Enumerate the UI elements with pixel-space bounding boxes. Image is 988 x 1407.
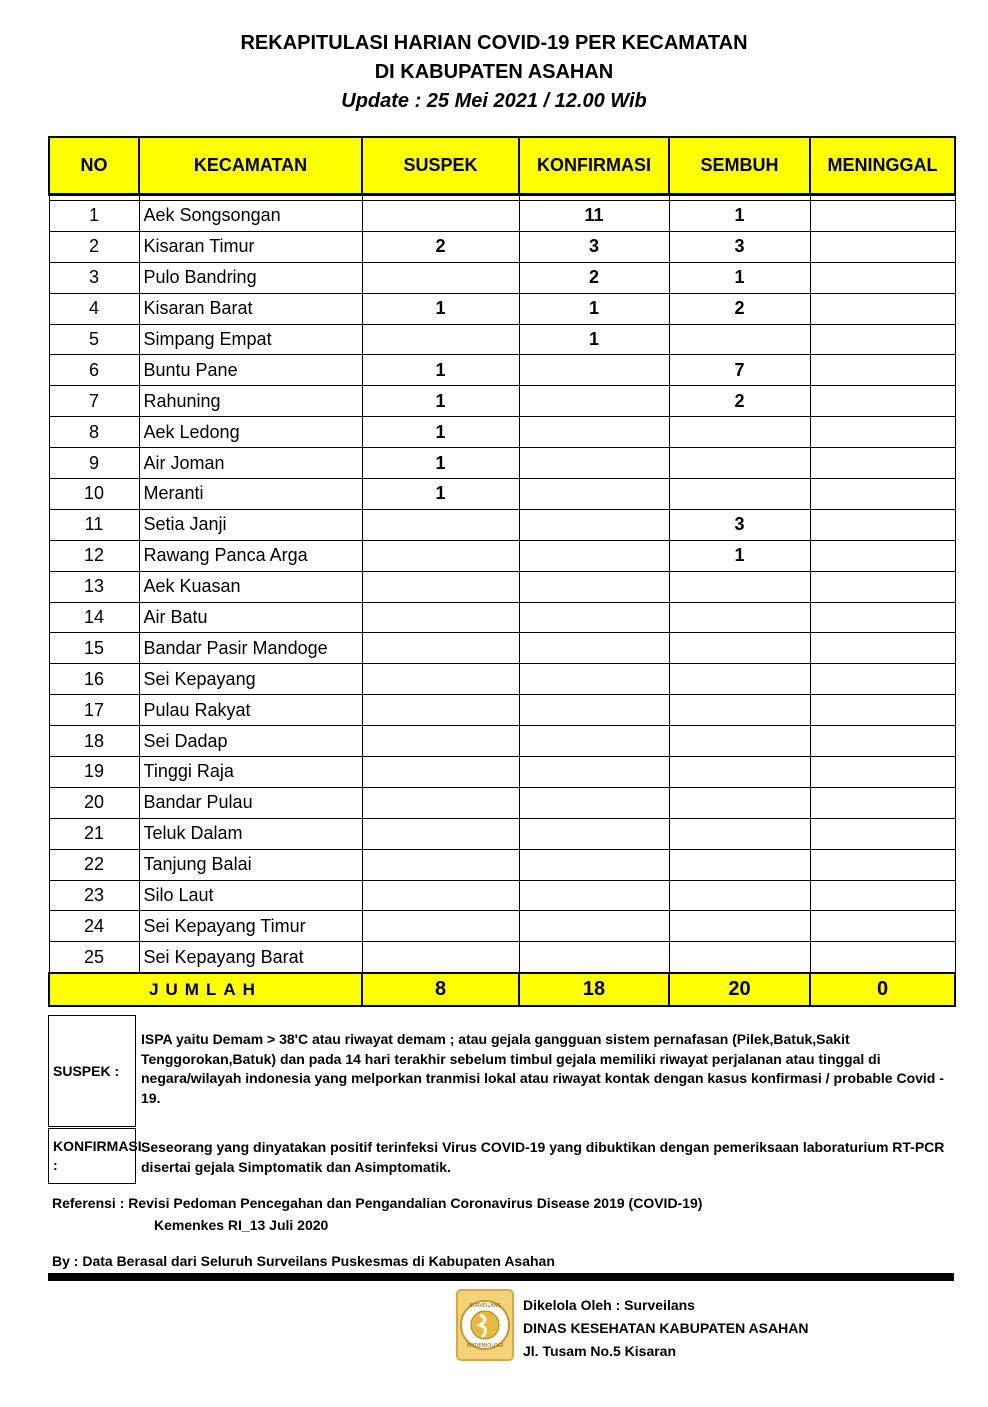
covid-recap-table xyxy=(48,136,956,1007)
table-row xyxy=(49,726,955,757)
row-suspek xyxy=(362,726,519,757)
row-suspek: 1 xyxy=(362,417,519,448)
definition-konfirmasi-text: Seseorang yang dinyatakan positif terinfeksi Virus COVID-19 yang dibuktikan dengan pemeriksaan laboraturium RT-PCR disertai gejala Simptomatik dan Asimptomatik. xyxy=(141,1139,945,1175)
row-meninggal xyxy=(810,479,955,510)
row-suspek xyxy=(362,540,519,571)
row-kecamatan: Kisaran Barat xyxy=(139,293,362,324)
row-konfirmasi: 2 xyxy=(519,262,669,293)
row-meninggal xyxy=(810,231,955,262)
row-kecamatan: Teluk Dalam xyxy=(139,818,362,849)
row-kecamatan: Simpang Empat xyxy=(139,324,362,355)
row-meninggal xyxy=(810,942,955,973)
managed-by: Dikelola Oleh : Surveilans xyxy=(523,1297,695,1313)
row-kecamatan: Tanjung Balai xyxy=(139,849,362,880)
row-no: 23 xyxy=(49,880,139,911)
table-row xyxy=(49,201,955,232)
row-no: 8 xyxy=(49,417,139,448)
total-sembuh: 20 xyxy=(669,973,810,1006)
row-no: 2 xyxy=(49,231,139,262)
row-suspek xyxy=(362,262,519,293)
row-sembuh xyxy=(669,571,810,602)
row-meninggal xyxy=(810,633,955,664)
row-no: 24 xyxy=(49,911,139,942)
row-no: 11 xyxy=(49,509,139,540)
row-konfirmasi xyxy=(519,448,669,479)
update-timestamp: Update : 25 Mei 2021 / 12.00 Wib xyxy=(341,90,647,112)
row-konfirmasi: 11 xyxy=(519,201,669,232)
row-sembuh xyxy=(669,448,810,479)
row-konfirmasi: 3 xyxy=(519,231,669,262)
row-sembuh xyxy=(669,633,810,664)
row-kecamatan: Tinggi Raja xyxy=(139,757,362,788)
row-no: 4 xyxy=(49,293,139,324)
row-sembuh: 2 xyxy=(669,386,810,417)
table-row xyxy=(49,571,955,602)
row-suspek xyxy=(362,602,519,633)
row-sembuh xyxy=(669,479,810,510)
total-konfirmasi: 18 xyxy=(519,973,669,1006)
row-kecamatan: Kisaran Timur xyxy=(139,231,362,262)
row-meninggal xyxy=(810,417,955,448)
row-meninggal xyxy=(810,757,955,788)
row-suspek xyxy=(362,664,519,695)
row-sembuh: 1 xyxy=(669,262,810,293)
row-no: 25 xyxy=(49,942,139,973)
row-sembuh xyxy=(669,911,810,942)
row-kecamatan: Sei Kepayang Timur xyxy=(139,911,362,942)
logo-text-top: SURVEILANS xyxy=(469,1303,501,1309)
row-suspek xyxy=(362,201,519,232)
row-no: 9 xyxy=(49,448,139,479)
table-row xyxy=(49,849,955,880)
table-header-row xyxy=(49,137,955,195)
row-kecamatan: Rawang Panca Arga xyxy=(139,540,362,571)
row-suspek: 1 xyxy=(362,386,519,417)
row-kecamatan: Rahuning xyxy=(139,386,362,417)
row-suspek xyxy=(362,911,519,942)
row-kecamatan: Buntu Pane xyxy=(139,355,362,386)
row-konfirmasi xyxy=(519,880,669,911)
row-no: 12 xyxy=(49,540,139,571)
row-suspek xyxy=(362,633,519,664)
table-row xyxy=(49,818,955,849)
column-header-sembuh: SEMBUH xyxy=(669,137,810,195)
reference-line: Referensi : Revisi Pedoman Pencegahan dan Pengandalian Coronavirus Disease 2019 (COVID-19) xyxy=(52,1195,703,1211)
column-header-konfirmasi: KONFIRMASI xyxy=(519,137,669,195)
column-header-no: NO xyxy=(49,137,139,195)
row-konfirmasi xyxy=(519,664,669,695)
table-row xyxy=(49,633,955,664)
agency-address: Jl. Tusam No.5 Kisaran xyxy=(523,1343,677,1359)
row-suspek xyxy=(362,757,519,788)
row-sembuh xyxy=(669,942,810,973)
row-kecamatan: Silo Laut xyxy=(139,880,362,911)
row-kecamatan: Bandar Pulau xyxy=(139,787,362,818)
row-meninggal xyxy=(810,818,955,849)
row-meninggal xyxy=(810,664,955,695)
row-no: 6 xyxy=(49,355,139,386)
row-no: 14 xyxy=(49,602,139,633)
row-sembuh xyxy=(669,695,810,726)
row-konfirmasi xyxy=(519,355,669,386)
row-suspek: 1 xyxy=(362,448,519,479)
row-suspek: 1 xyxy=(362,293,519,324)
row-kecamatan: Sei Kepayang xyxy=(139,664,362,695)
row-no: 18 xyxy=(49,726,139,757)
row-kecamatan: Meranti xyxy=(139,479,362,510)
row-kecamatan: Pulo Bandring xyxy=(139,262,362,293)
row-konfirmasi xyxy=(519,849,669,880)
logo-text-bottom: EPIDEMIOLOGI xyxy=(466,1343,504,1349)
row-konfirmasi xyxy=(519,509,669,540)
row-no: 5 xyxy=(49,324,139,355)
total-row xyxy=(49,973,955,1006)
total-suspek: 8 xyxy=(362,973,519,1006)
row-sembuh: 1 xyxy=(669,201,810,232)
row-sembuh xyxy=(669,664,810,695)
row-kecamatan: Air Joman xyxy=(139,448,362,479)
row-no: 21 xyxy=(49,818,139,849)
definition-suspek-text: ISPA yaitu Demam > 38'C atau riwayat demam ; atau gejala gangguan sistem pernafasan (Pilek,Batuk,Sakit Tenggorokan,Batuk) dan pada 14 hari terakhir sebelum timbul gejala memiliki riwayat perjalanan atau tinggal di negara/wilayah indonesia yang melporkan tranmisi lokal atau riwayat kontak dengan kasus konfirmasi / probable Covid - 19. xyxy=(141,1031,944,1106)
row-suspek xyxy=(362,818,519,849)
row-meninggal xyxy=(810,540,955,571)
table-row xyxy=(49,479,955,510)
row-konfirmasi xyxy=(519,818,669,849)
row-suspek xyxy=(362,324,519,355)
column-header-meninggal: MENINGGAL xyxy=(810,137,955,195)
row-meninggal xyxy=(810,787,955,818)
row-konfirmasi xyxy=(519,540,669,571)
row-no: 22 xyxy=(49,849,139,880)
table-row xyxy=(49,942,955,973)
row-suspek: 1 xyxy=(362,355,519,386)
table-row xyxy=(49,448,955,479)
row-no: 19 xyxy=(49,757,139,788)
row-kecamatan: Pulau Rakyat xyxy=(139,695,362,726)
row-suspek xyxy=(362,695,519,726)
row-no: 10 xyxy=(49,479,139,510)
report-title: REKAPITULASI HARIAN COVID-19 PER KECAMATAN xyxy=(240,32,748,54)
table-row xyxy=(49,417,955,448)
row-sembuh xyxy=(669,787,810,818)
row-suspek: 2 xyxy=(362,231,519,262)
definition-suspek-label: SUSPEK : xyxy=(48,1015,136,1127)
total-label: JUMLAH xyxy=(49,973,362,1006)
definition-suspek xyxy=(48,1015,954,1127)
row-sembuh xyxy=(669,818,810,849)
table-row xyxy=(49,911,955,942)
row-meninggal xyxy=(810,201,955,232)
row-sembuh: 7 xyxy=(669,355,810,386)
row-konfirmasi xyxy=(519,695,669,726)
divider xyxy=(48,1273,954,1281)
row-meninggal xyxy=(810,355,955,386)
table-row xyxy=(49,757,955,788)
row-sembuh: 3 xyxy=(669,231,810,262)
row-suspek xyxy=(362,849,519,880)
row-meninggal xyxy=(810,448,955,479)
row-konfirmasi: 1 xyxy=(519,324,669,355)
row-kecamatan: Air Batu xyxy=(139,602,362,633)
row-konfirmasi xyxy=(519,602,669,633)
row-meninggal xyxy=(810,849,955,880)
row-suspek xyxy=(362,942,519,973)
row-konfirmasi xyxy=(519,726,669,757)
table-row xyxy=(49,602,955,633)
row-sembuh: 1 xyxy=(669,540,810,571)
row-kecamatan: Sei Kepayang Barat xyxy=(139,942,362,973)
row-meninggal xyxy=(810,880,955,911)
row-no: 1 xyxy=(49,201,139,232)
row-no: 13 xyxy=(49,571,139,602)
agency-name: DINAS KESEHATAN KABUPATEN ASAHAN xyxy=(523,1320,809,1336)
row-meninggal xyxy=(810,293,955,324)
row-meninggal xyxy=(810,726,955,757)
report-subtitle: DI KABUPATEN ASAHAN xyxy=(374,61,614,83)
table-row xyxy=(49,509,955,540)
row-konfirmasi xyxy=(519,911,669,942)
row-kecamatan: Aek Songsongan xyxy=(139,201,362,232)
row-kecamatan: Setia Janji xyxy=(139,509,362,540)
row-sembuh: 2 xyxy=(669,293,810,324)
row-sembuh xyxy=(669,417,810,448)
row-sembuh xyxy=(669,602,810,633)
table-row xyxy=(49,293,955,324)
table-row xyxy=(49,664,955,695)
column-header-suspek: SUSPEK xyxy=(362,137,519,195)
table-row xyxy=(49,695,955,726)
row-sembuh: 3 xyxy=(669,509,810,540)
row-no: 3 xyxy=(49,262,139,293)
row-no: 17 xyxy=(49,695,139,726)
row-suspek xyxy=(362,509,519,540)
row-meninggal xyxy=(810,324,955,355)
row-konfirmasi xyxy=(519,633,669,664)
row-sembuh xyxy=(669,324,810,355)
reference-source: Kemenkes RI_13 Juli 2020 xyxy=(154,1217,329,1233)
table-row xyxy=(49,540,955,571)
row-suspek xyxy=(362,880,519,911)
row-suspek xyxy=(362,571,519,602)
row-sembuh xyxy=(669,849,810,880)
row-no: 15 xyxy=(49,633,139,664)
column-header-kecamatan: KECAMATAN xyxy=(139,137,362,195)
row-meninggal xyxy=(810,911,955,942)
table-row xyxy=(49,231,955,262)
row-meninggal xyxy=(810,262,955,293)
row-konfirmasi xyxy=(519,386,669,417)
total-meninggal: 0 xyxy=(810,973,955,1006)
row-sembuh xyxy=(669,757,810,788)
row-suspek: 1 xyxy=(362,479,519,510)
table-row xyxy=(49,880,955,911)
table-row xyxy=(49,787,955,818)
row-kecamatan: Sei Dadap xyxy=(139,726,362,757)
row-meninggal xyxy=(810,602,955,633)
row-no: 20 xyxy=(49,787,139,818)
row-konfirmasi xyxy=(519,417,669,448)
table-row xyxy=(49,355,955,386)
table-row xyxy=(49,386,955,417)
row-kecamatan: Bandar Pasir Mandoge xyxy=(139,633,362,664)
row-konfirmasi xyxy=(519,942,669,973)
row-no: 16 xyxy=(49,664,139,695)
row-konfirmasi: 1 xyxy=(519,293,669,324)
row-sembuh xyxy=(669,880,810,911)
row-kecamatan: Aek Kuasan xyxy=(139,571,362,602)
row-konfirmasi xyxy=(519,757,669,788)
row-kecamatan: Aek Ledong xyxy=(139,417,362,448)
row-konfirmasi xyxy=(519,479,669,510)
row-meninggal xyxy=(810,509,955,540)
row-konfirmasi xyxy=(519,571,669,602)
row-suspek xyxy=(362,787,519,818)
row-meninggal xyxy=(810,695,955,726)
surveilans-logo xyxy=(456,1289,514,1361)
row-meninggal xyxy=(810,571,955,602)
table-row xyxy=(49,324,955,355)
row-sembuh xyxy=(669,726,810,757)
data-source-note: By : Data Berasal dari Seluruh Surveilans Puskesmas di Kabupaten Asahan xyxy=(52,1253,555,1269)
row-konfirmasi xyxy=(519,787,669,818)
table-row xyxy=(49,262,955,293)
definition-konfirmasi-label: KONFIRMASI : xyxy=(48,1128,136,1184)
definition-konfirmasi xyxy=(48,1128,954,1184)
row-no: 7 xyxy=(49,386,139,417)
row-meninggal xyxy=(810,386,955,417)
